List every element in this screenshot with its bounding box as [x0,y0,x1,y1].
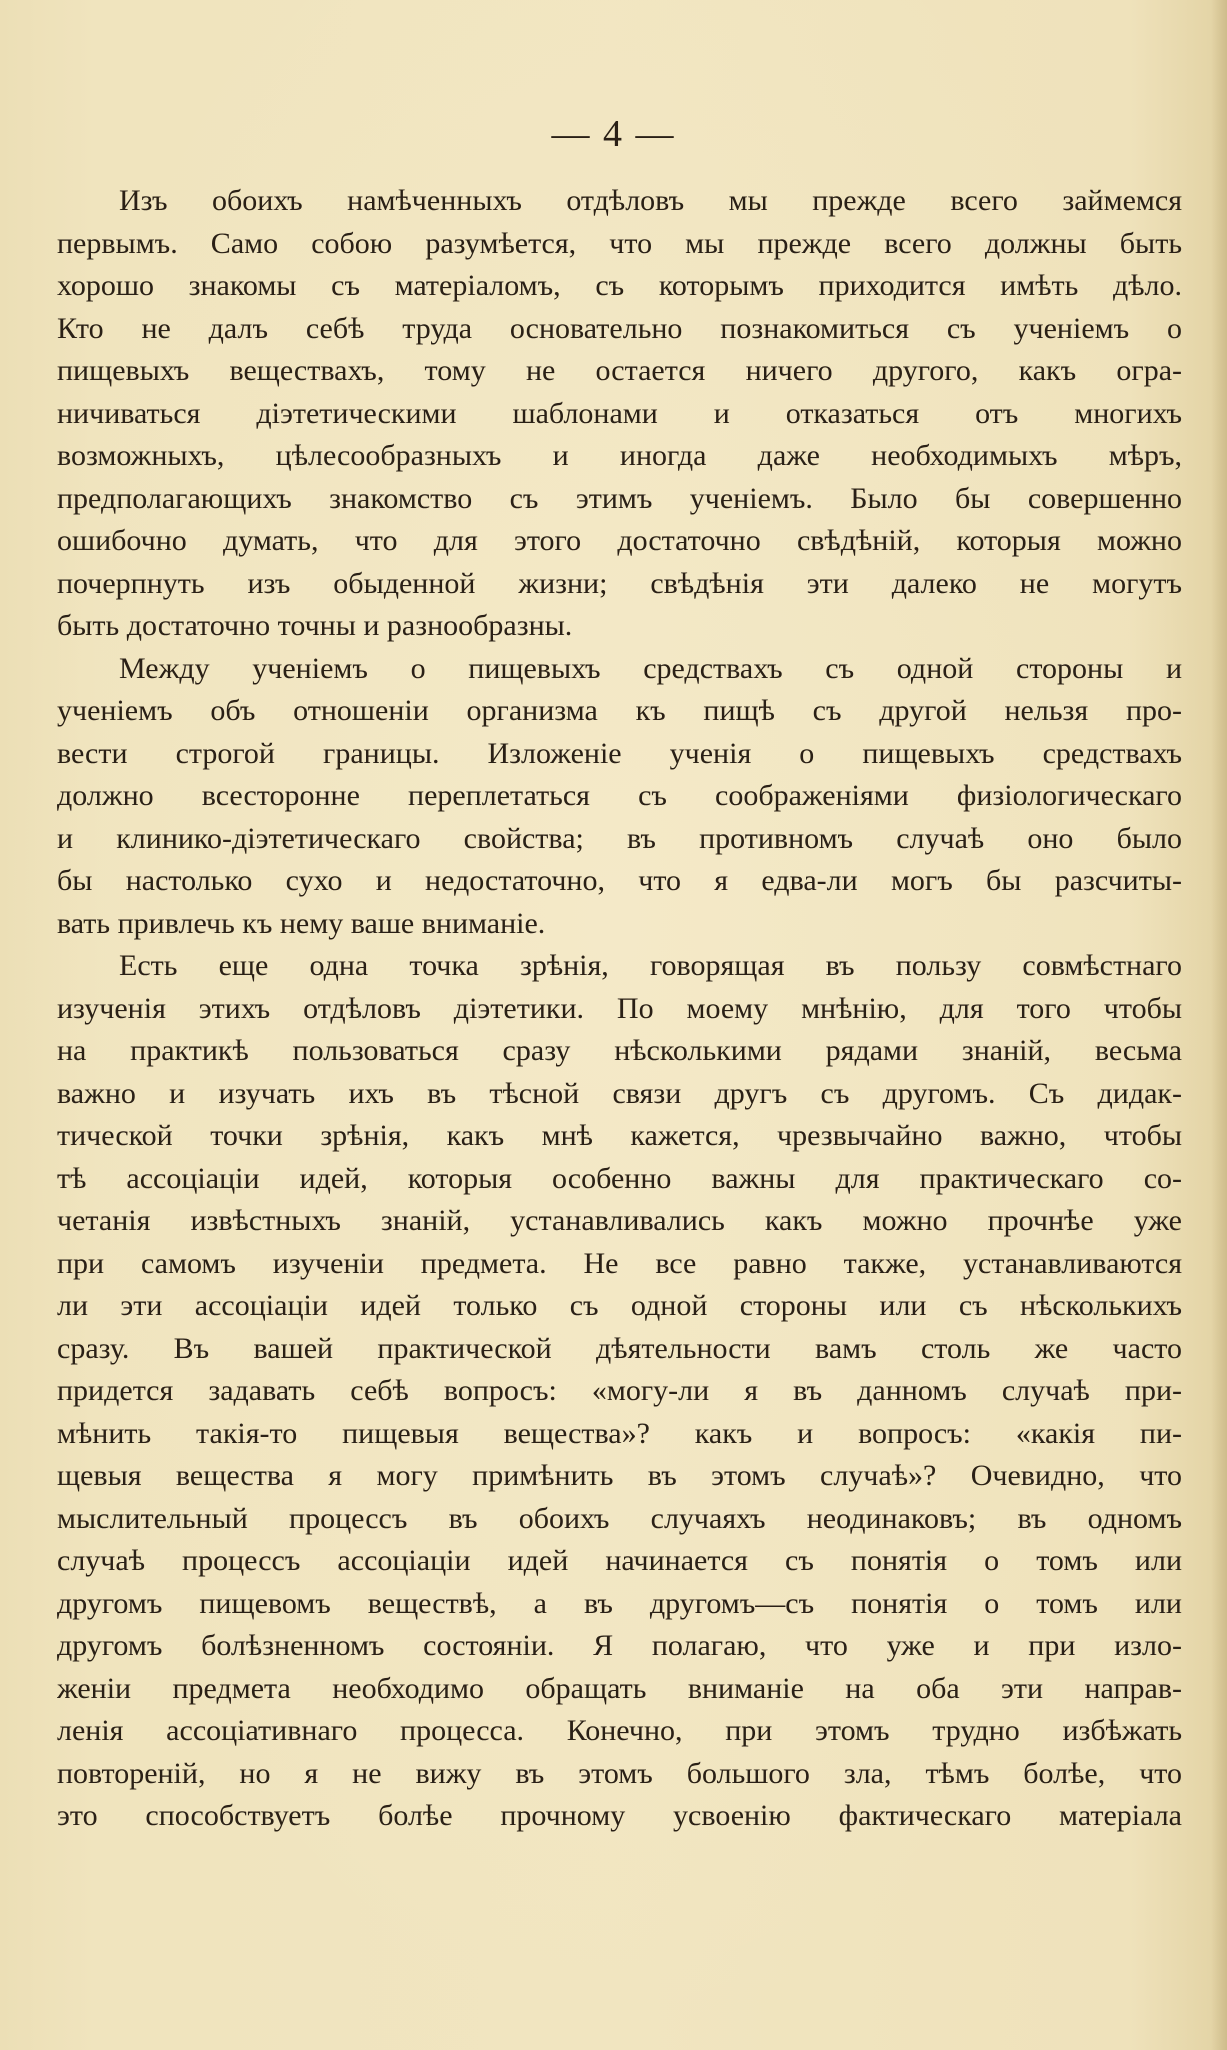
text-line: тѣ ассоціаціи идей, которыя особенно важны для практическаго со- [57,1161,1182,1195]
text-line: хорошо знакомы съ матеріаломъ, съ которымъ приходится имѣть дѣло. [57,269,1182,302]
text-line: Кто не далъ себѣ труда основательно познакомиться съ ученіемъ о [57,311,1182,345]
text-line: случаѣ процессъ ассоціаціи идей начинается съ понятія о томъ или [57,1544,1182,1577]
text-line: ошибочно думать, что для этого достаточно свѣдѣній, которыя можно [57,524,1182,557]
paragraph-3 [57,945,1182,1838]
text-line: при самомъ изученіи предмета. Не все равно также, устанавливаются [57,1246,1182,1280]
text-line: щевыя вещества я могу примѣнить въ этомъ случаѣ»? Очевидно, что [57,1459,1182,1492]
text-line: другомъ пищевомъ веществѣ, а въ другомъ—съ понятія о томъ или [57,1586,1182,1620]
text-line: вести строгой границы. Изложеніе ученія о пищевыхъ средствахъ [57,736,1182,770]
body-text [57,180,1182,1838]
text-line: Есть еще одна точка зрѣнія, говорящая въ пользу совмѣстнаго [119,949,1182,982]
text-line: другомъ болѣзненномъ состояніи. Я полагаю, что уже и при изло- [57,1629,1182,1662]
text-line: и клинико-діэтетическаго свойства; въ противномъ случаѣ оно было [57,821,1182,855]
text-line: изученія этихъ отдѣловъ діэтетики. По моему мнѣнію, для того чтобы [57,991,1182,1025]
page-edge-shadow [1211,0,1227,2050]
text-line: возможныхъ, цѣлесообразныхъ и иногда даже необходимыхъ мѣръ, [57,439,1182,472]
text-line: придется задавать себѣ вопросъ: «могу-ли я въ данномъ случаѣ при- [57,1374,1182,1407]
text-line: пищевыхъ веществахъ, тому не остается ничего другого, какъ огра- [57,354,1182,387]
text-line: повтореній, но я не вижу въ этомъ большого зла, тѣмъ болѣе, что [57,1756,1182,1790]
text-line: ли эти ассоціаціи идей только съ одной стороны или съ нѣсколькихъ [57,1289,1182,1322]
text-line: это способствуетъ болѣе прочному усвоенію фактическаго матеріала [57,1799,1182,1832]
text-line: Изъ обоихъ намѣченныхъ отдѣловъ мы прежде всего займемся [119,184,1182,217]
text-line: должно всесторонне переплетаться съ соображеніями физіологическаго [57,779,1182,812]
text-line: ленія ассоціативнаго процесса. Конечно, при этомъ трудно избѣжать [57,1714,1182,1747]
paragraph-1 [57,180,1182,648]
text-line: четанія извѣстныхъ знаній, устанавливались какъ можно прочнѣе уже [57,1204,1182,1237]
text-line: Между ученіемъ о пищевыхъ средствахъ съ одной стороны и [119,651,1182,685]
text-line: тической точки зрѣнія, какъ мнѣ кажется, чрезвычайно важно, чтобы [57,1119,1182,1152]
paragraph-2 [57,648,1182,946]
text-line: на практикѣ пользоваться сразу нѣсколькими рядами знаній, весьма [57,1034,1182,1067]
text-line: вать привлечь къ нему ваше вниманіе. [57,906,546,940]
text-line: сразу. Въ вашей практической дѣятельности вамъ столь же часто [57,1331,1182,1365]
text-line: женіи предмета необходимо обращать вниманіе на оба эти направ- [57,1671,1182,1705]
text-line: мыслительный процессъ въ обоихъ случаяхъ неодинаковъ; въ одномъ [57,1501,1182,1535]
text-line: первымъ. Само собою разумѣется, что мы прежде всего должны быть [57,226,1182,260]
text-line: бы настолько сухо и недостаточно, что я едва-ли могъ бы разсчиты- [57,864,1182,897]
text-line: почерпнуть изъ обыденной жизни; свѣдѣнія эти далеко не могутъ [57,566,1182,600]
text-line: предполагающихъ знакомство съ этимъ ученіемъ. Было бы совершенно [57,481,1182,515]
text-line: быть достаточно точны и разнообразны. [57,609,573,642]
text-line: ученіемъ объ отношеніи организма къ пищѣ съ другой нельзя про- [57,694,1182,727]
text-line: ничиваться діэтетическими шаблонами и отказаться отъ многихъ [57,396,1182,430]
text-line: мѣнить такія-то пищевыя вещества»? какъ и вопросъ: «какія пи- [57,1416,1182,1450]
page-number: — 4 — [551,113,676,155]
text-line: важно и изучать ихъ въ тѣсной связи другъ съ другомъ. Съ дидак- [57,1076,1182,1110]
